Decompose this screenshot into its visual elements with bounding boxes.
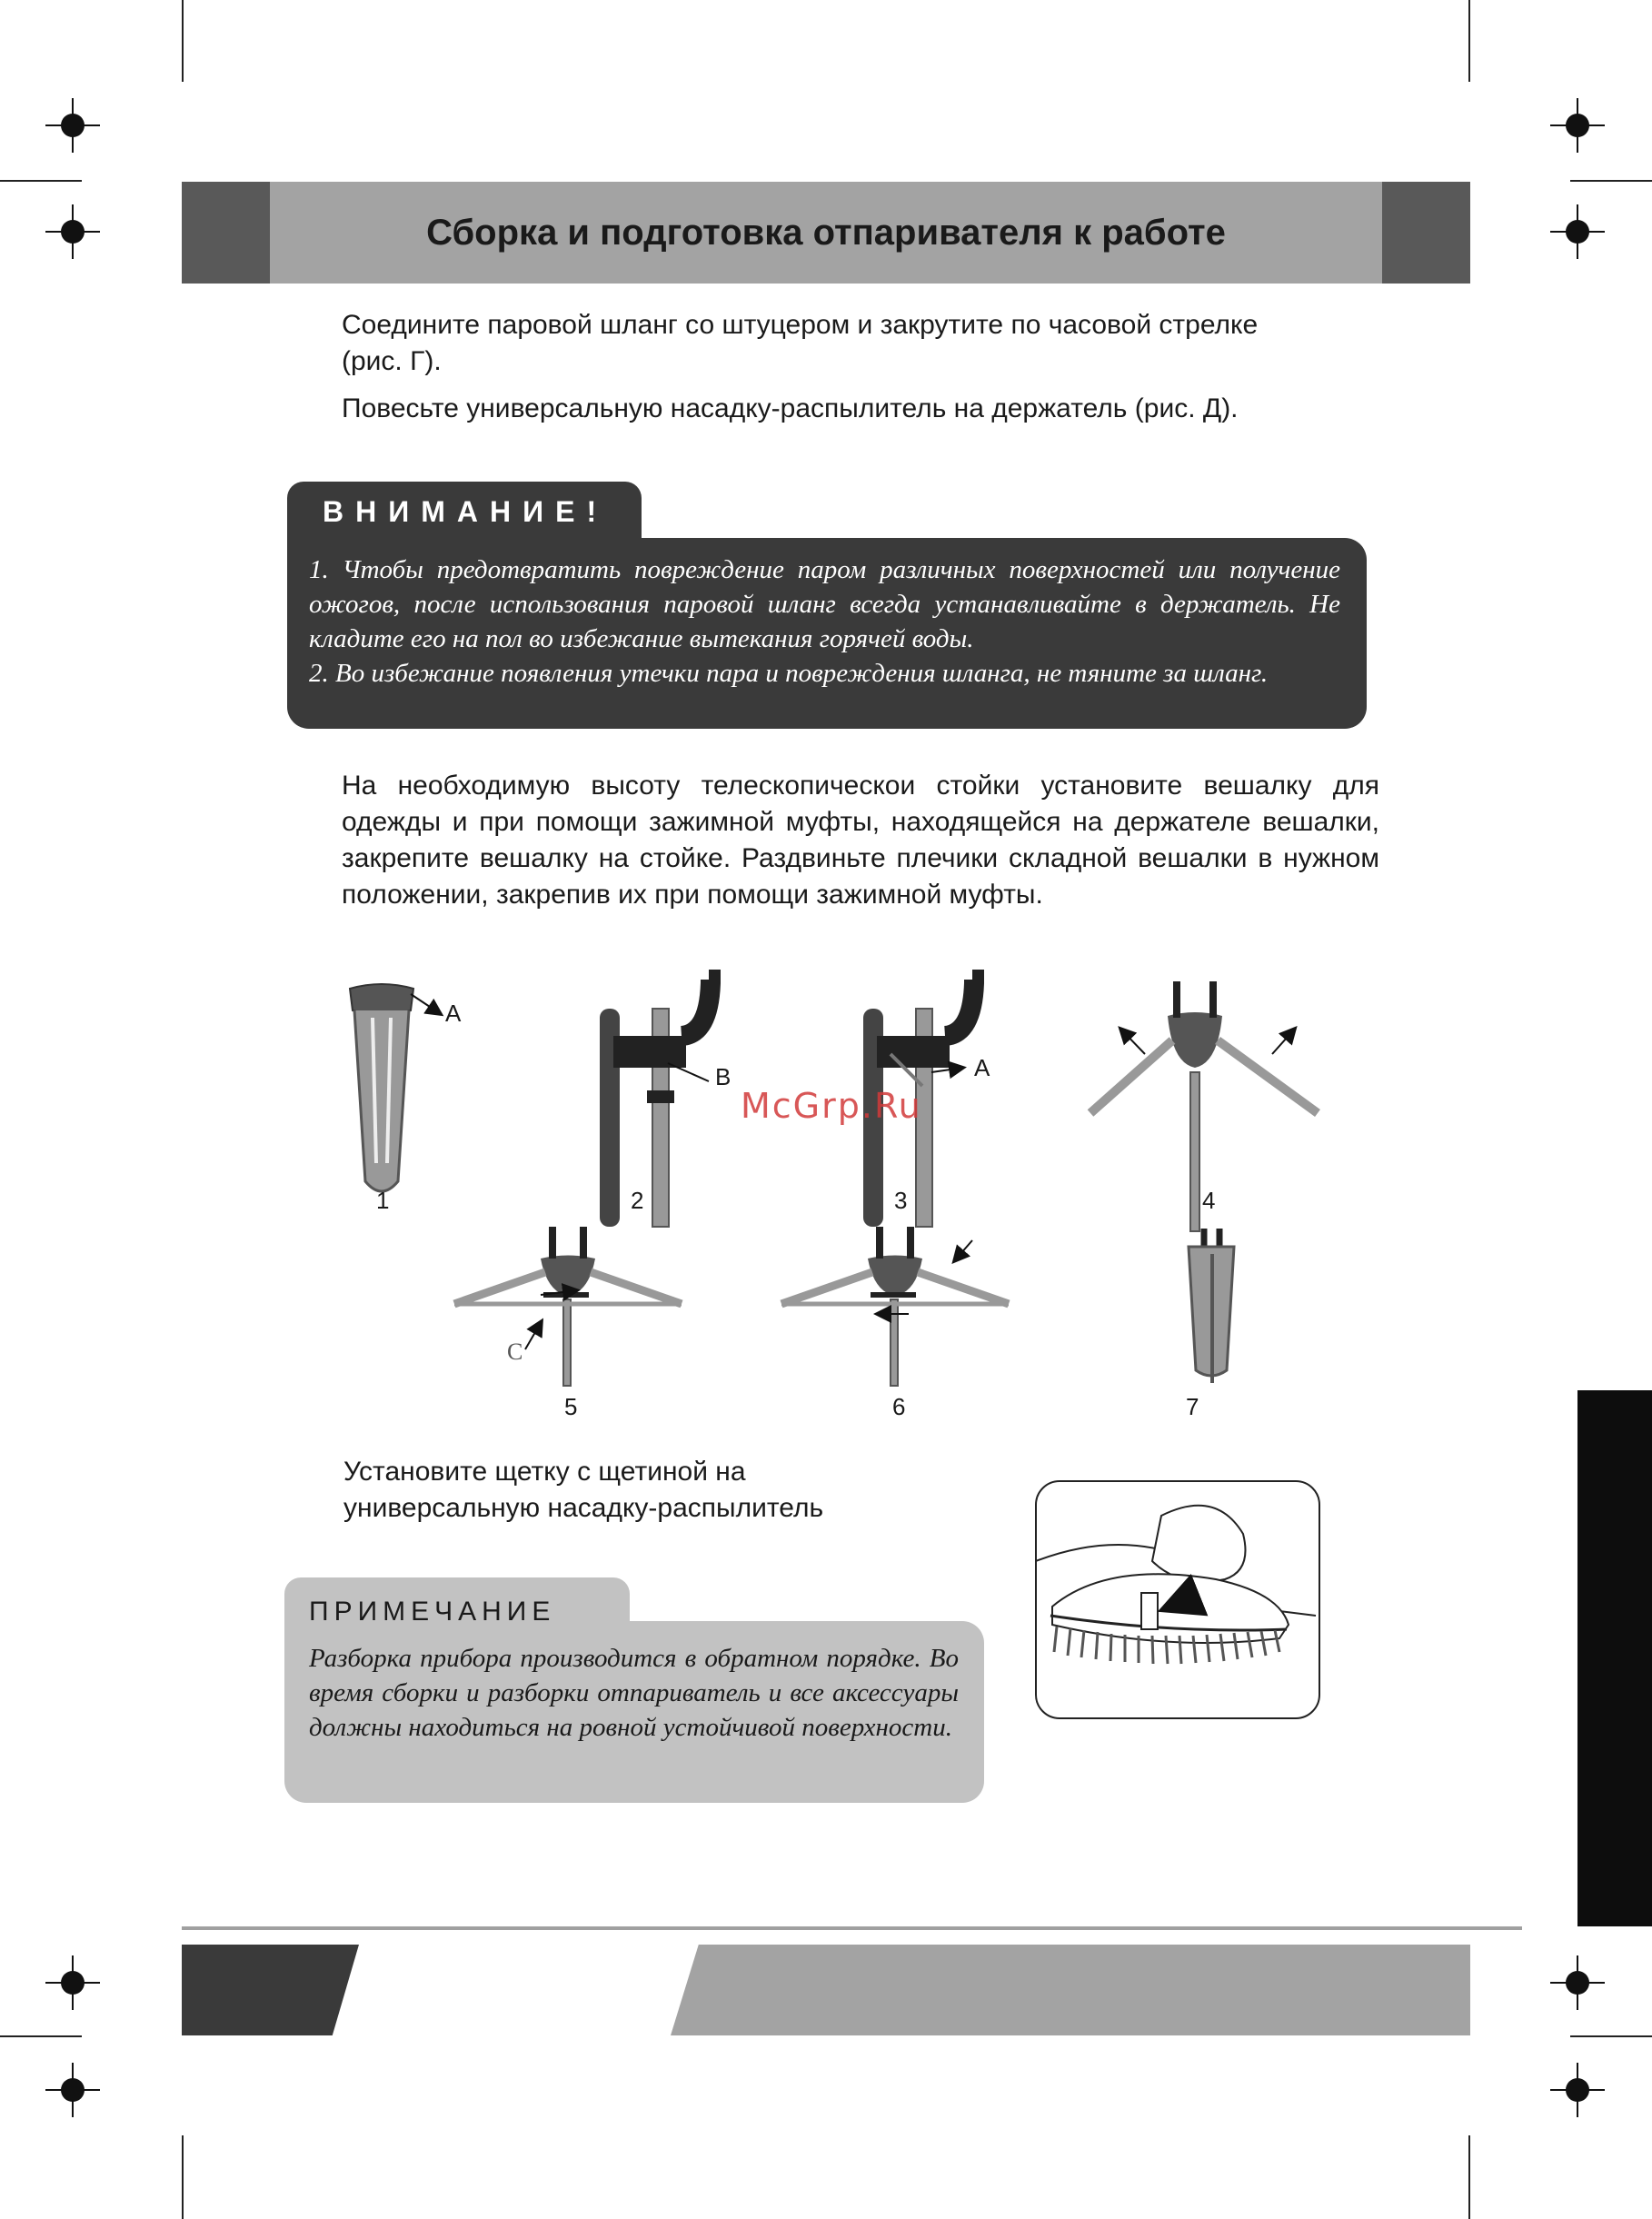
note-text: Разборка прибора производится в обратном порядке. Во время сборки и разборки отпариватель и все аксессуары должны находиться на ровной устойчивой поверхности. <box>309 1644 959 1742</box>
figure-1-folded-hanger <box>350 984 441 1191</box>
figure-label-7: 7 <box>1186 1393 1199 1420</box>
figure-label-5: 5 <box>564 1393 578 1420</box>
header-band-left <box>182 182 270 284</box>
footer-divider <box>182 1926 1522 1930</box>
header-band-right <box>1382 182 1470 284</box>
registration-mark-icon <box>45 2063 100 2117</box>
callout-c-fig5: C <box>507 1338 523 1365</box>
registration-mark-icon <box>1550 2063 1605 2117</box>
footer-band-right <box>671 1945 1470 2035</box>
crop-mark <box>1468 0 1470 82</box>
watermark: McGrp.Ru <box>741 1086 922 1126</box>
crop-mark <box>0 180 82 182</box>
brush-attachment-illustration <box>1034 1479 1321 1720</box>
registration-mark-icon <box>1550 98 1605 153</box>
callout-a-fig1: A <box>445 1000 462 1027</box>
side-section-tab <box>1577 1390 1652 1926</box>
crop-mark <box>1570 2035 1652 2037</box>
figure-label-6: 6 <box>892 1393 906 1420</box>
figure-label-3: 3 <box>894 1187 908 1214</box>
brush-instruction-line-1: Установите щетку с щетиной на <box>343 1457 746 1487</box>
crop-mark <box>182 2135 184 2219</box>
figure-label-2: 2 <box>631 1187 644 1214</box>
registration-mark-icon <box>1550 1955 1605 2010</box>
warning-item-1: 1. Чтобы предотвратить повреждение паром различных поверхностей или получение ожогов, после использования паровой шланг всегда устанавливайте в держатель. Не кладите его на пол во избежание вытекания горячей воды. <box>309 555 1340 653</box>
figure-7-folded-hanger <box>1189 1229 1234 1383</box>
note-title: ПРИМЕЧАНИЕ <box>309 1597 556 1627</box>
hanger-instructions: На необходимую высоту телескопическои стойки установите вешалку для одежды и при помощи зажимной муфты, находящейся на держателе вешалки, закрепите вешалку на стойке. Раздвиньте плечики складной вешалки в нужном положении, закрепив их при помощи зажимной муфты. <box>342 771 1379 910</box>
figure-label-1: 1 <box>376 1187 390 1214</box>
figure-2-hanger-clamp <box>600 980 711 1227</box>
crop-mark <box>0 2035 82 2037</box>
crop-mark <box>182 0 184 82</box>
intro-paragraph-2: Повесьте универсальную насадку-распылитель на держатель (рис. Д). <box>342 393 1239 423</box>
callout-b-fig2: B <box>715 1063 731 1090</box>
footer-band-left <box>182 1945 359 2035</box>
registration-mark-icon <box>45 98 100 153</box>
warning-item-2: 2. Во избежание появления утечки пара и повреждения шланга, не тяните за шланг. <box>309 659 1269 688</box>
intro-paragraph-1: Соедините паровой шланг со штуцером и закрутите по часовой стрелке (рис. Г). <box>342 310 1259 376</box>
warning-text <box>309 552 1340 691</box>
figure-6-hanger-lock <box>781 1227 1009 1386</box>
crop-mark <box>1468 2135 1470 2219</box>
brush-instruction-line-2: универсальную насадку-распылитель <box>343 1493 824 1523</box>
registration-mark-icon <box>45 204 100 259</box>
page-title: Сборка и подготовка отпаривателя к работе <box>426 213 1226 253</box>
figure-label-4: 4 <box>1202 1187 1216 1214</box>
warning-title: ВНИМАНИЕ! <box>323 495 609 528</box>
brush-instruction <box>343 1454 980 1527</box>
figure-5-hanger-lock <box>454 1227 682 1386</box>
registration-mark-icon <box>1550 204 1605 259</box>
callout-a-fig3: A <box>974 1054 990 1081</box>
crop-mark <box>1570 180 1652 182</box>
registration-mark-icon <box>45 1955 100 2010</box>
